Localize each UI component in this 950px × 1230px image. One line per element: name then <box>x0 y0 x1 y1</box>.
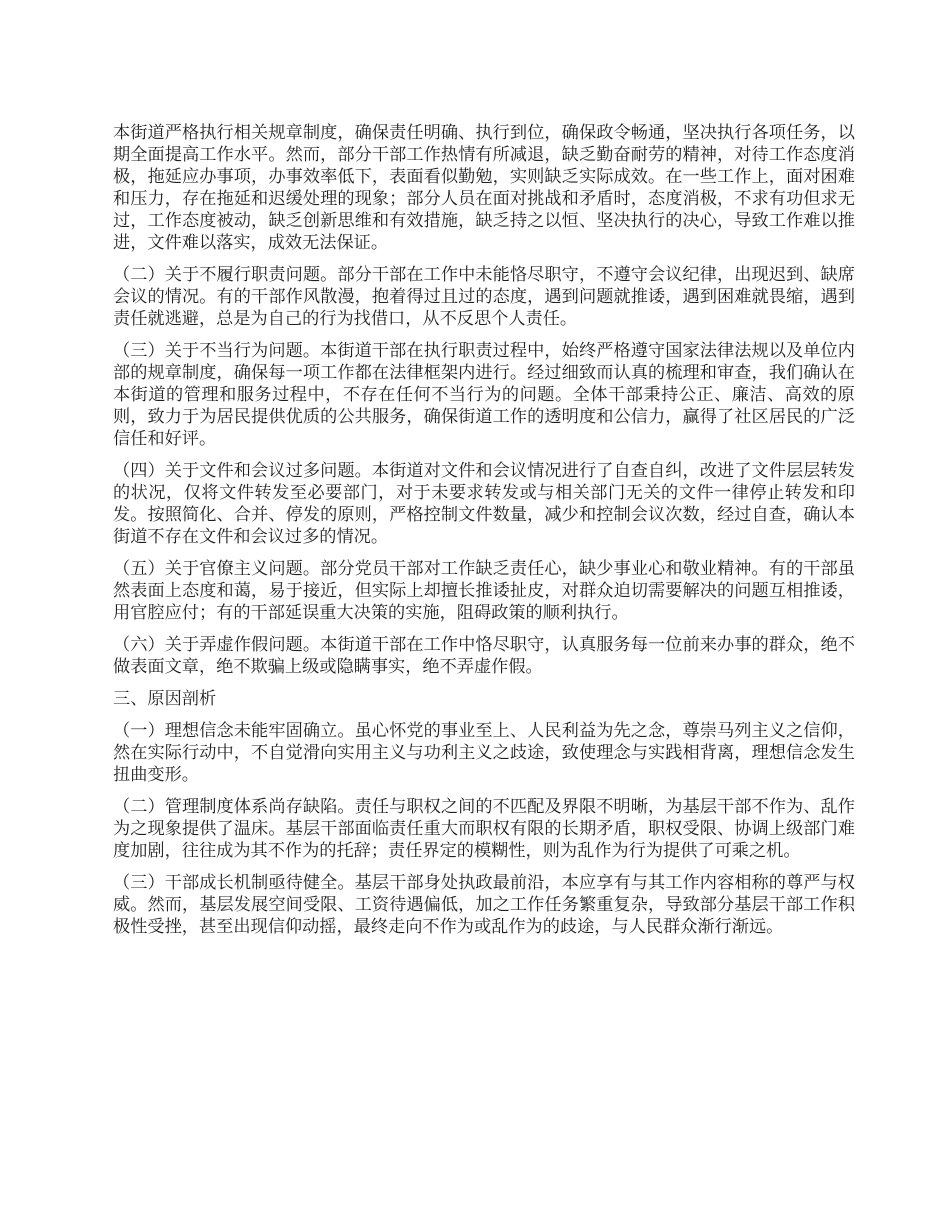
paragraph-cadre-growth: （三）干部成长机制亟待健全。基层干部身处执政最前沿，本应享有与其工作内容相称的尊严与权威。然而，基层发展空间受限、工资待遇偏低，加之工作任务繁重复杂，导致部分基层干部工作积极性受挫，甚至出现信仰动摇，最终走向不作为或乱作为的歧途，与人民群众渐行渐远。 <box>113 873 855 937</box>
section-heading-cause-analysis: 三、原因剖析 <box>113 689 217 709</box>
paragraph-duty-neglect: （二）关于不履行职责问题。部分干部在工作中未能恪尽职守，不遵守会议纪律，出现迟到、缺席会议的情况。有的干部作风散漫，抱着得过且过的态度，遇到问题就推诿，遇到困难就畏缩，遇到责任就逃避，总是为自己的行为找借口，从不反思个人责任。 <box>113 265 855 329</box>
paragraph-falsification: （六）关于弄虚作假问题。本街道干部在工作中恪尽职守，认真服务每一位前来办事的群众，绝不做表面文章，绝不欺骗上级或隐瞒事实，绝不弄虚作假。 <box>113 635 855 677</box>
paragraph-management-system: （二）管理制度体系尚存缺陷。责任与职权之间的不匹配及界限不明晰，为基层干部不作为、乱作为之现象提供了温床。基层干部面临责任重大而职权有限的长期矛盾，职权受限、协调上级部门难度加剧，往往成为其不作为的托辞；责任界定的模糊性，则为乱作为行为提供了可乘之机。 <box>113 797 855 861</box>
paragraph-excess-documents-meetings: （四）关于文件和会议过多问题。本街道对文件和会议情况进行了自查自纠，改进了文件层层转发的状况，仅将文件转发至必要部门，对于未要求转发或与相关部门无关的文件一律停止转发和印发。按照简化、合并、停发的原则，严格控制文件数量，减少和控制会议次数，经过自查，确认本街道不存在文件和会议过多的情况。 <box>113 461 855 547</box>
paragraph-responsibility-execution: 本街道严格执行相关规章制度，确保责任明确、执行到位，确保政令畅通，坚决执行各项任务，以期全面提高工作水平。然而，部分干部工作热情有所减退，缺乏勤奋耐劳的精神，对待工作态度消极，拖延应办事项，办事效率低下，表面看似勤勉，实则缺乏实际成效。在一些工作上，面对困难和压力，存在拖延和迟缓处理的现象；部分人员在面对挑战和矛盾时，态度消极，不求有功但求无过，工作态度被动，缺乏创新思维和有效措施，缺乏持之以恒、坚决执行的决心，导致工作难以推进，文件难以落实，成效无法保证。 <box>113 123 855 253</box>
document-body <box>113 122 855 948</box>
paragraph-bureaucratism: （五）关于官僚主义问题。部分党员干部对工作缺乏责任心，缺少事业心和敬业精神。有的干部虽然表面上态度和蔼，易于接近，但实际上却擅长推诿扯皮，对群众迫切需要解决的问题互相推诿，用官腔应付；有的干部延误重大决策的实施，阻碍政策的顺利执行。 <box>113 559 855 623</box>
paragraph-ideals-beliefs: （一）理想信念未能牢固确立。虽心怀党的事业至上、人民利益为先之念，尊崇马列主义之信仰，然在实际行动中，不自觉滑向实用主义与功利主义之歧途，致使理念与实践相背离，理想信念发生扭曲变形。 <box>113 721 855 785</box>
paragraph-improper-conduct: （三）关于不当行为问题。本街道干部在执行职责过程中，始终严格遵守国家法律法规以及单位内部的规章制度，确保每一项工作都在法律框架内进行。经过细致而认真的梳理和审查，我们确认在本街道的管理和服务过程中，不存在任何不当行为的问题。全体干部秉持公正、廉洁、高效的原则，致力于为居民提供优质的公共服务，确保街道工作的透明度和公信力，赢得了社区居民的广泛信任和好评。 <box>113 341 855 449</box>
